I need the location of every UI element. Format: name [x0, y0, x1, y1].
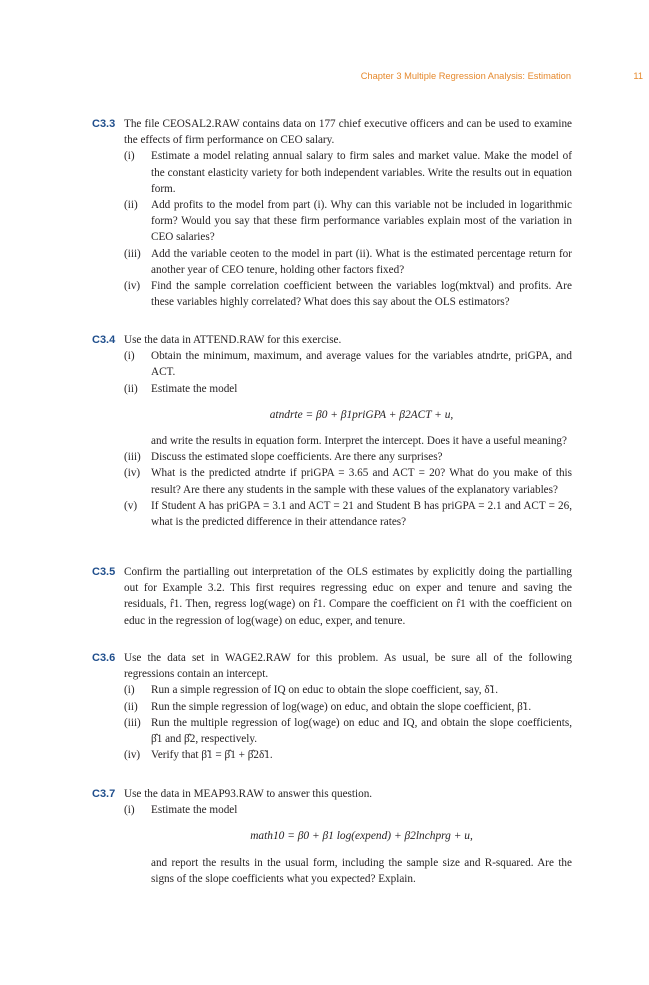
- problem-intro: Use the data in MEAP93.RAW to answer this question.: [124, 788, 373, 800]
- problem-item: [124, 802, 572, 818]
- problem-item: [124, 148, 572, 197]
- equation-followup: and write the results in equation form. Interpret the intercept. Does it have a useful meaning?: [151, 435, 567, 448]
- problem-item: [124, 699, 572, 715]
- item-number: (ii): [124, 700, 138, 713]
- problem-label: C3.4: [92, 334, 116, 346]
- problem-c3-7: [92, 786, 572, 887]
- item-text: Estimate the model: [151, 382, 238, 395]
- problem-label: C3.5: [92, 566, 116, 578]
- page-number: 11: [633, 71, 643, 81]
- item-text: Estimate a model relating annual salary to firm sales and market value. Make the model of the constant elasticity variety for both independent variables. Write the results out in equation form.: [151, 150, 572, 195]
- problem-item: [124, 747, 572, 763]
- item-number: (i): [124, 804, 135, 817]
- item-number: (i): [124, 150, 135, 163]
- item-number: (iii): [124, 451, 141, 464]
- item-text: Discuss the estimated slope coefficients. Are there any surprises?: [151, 451, 443, 464]
- problem-label: C3.3: [92, 118, 116, 130]
- item-text: Add the variable ceoten to the model in part (ii). What is the estimated percentage return for another year of CEO tenure, holding other factors fixed?: [151, 247, 572, 276]
- item-text: Run the multiple regression of log(wage) on educ and IQ, and obtain the slope coefficients, β̂1 and β̂2, respectively.: [151, 716, 572, 746]
- item-number: (v): [124, 499, 138, 512]
- item-number: (ii): [124, 382, 138, 395]
- item-text: If Student A has priGPA = 3.1 and ACT = 21 and Student B has priGPA = 2.1 and ACT = 26, what is the predicted difference in their attendance rates?: [151, 499, 572, 529]
- equation: math10 = β0 + β1 log(expend) + β2lnchprg + u,: [250, 830, 473, 843]
- item-text: Estimate the model: [151, 804, 238, 817]
- item-number: (iii): [124, 716, 141, 729]
- problem-c3-6: [92, 650, 572, 763]
- item-text: Find the sample correlation coefficient between the variables log(mktval) and profits. Are these variables highly correlated? What does this say about the OLS estimators?: [151, 280, 572, 309]
- item-number: (iv): [124, 467, 141, 480]
- problem-intro: Use the data in ATTEND.RAW for this exercise.: [124, 334, 342, 346]
- problem-item: [124, 498, 572, 530]
- equation: atndrte = β0 + β1priGPA + β2ACT + u,: [269, 408, 454, 421]
- problem-item: [124, 348, 572, 380]
- item-text: Run the simple regression of log(wage) on educ, and obtain the slope coefficient, β̃1.: [151, 700, 532, 713]
- problem-label: C3.6: [92, 652, 116, 664]
- item-text: What is the predicted atndrte if priGPA = 3.65 and ACT = 20? What do you make of this result? Are there any students in the sample with these values of the explanatory variables?: [151, 467, 572, 496]
- problem-intro: The file CEOSAL2.RAW contains data on 177 chief executive officers and can be used to examine the effects of firm performance on CEO salary.: [124, 118, 572, 147]
- problem-c3-5: [92, 564, 572, 629]
- problem-item: [124, 197, 572, 246]
- item-number: (iv): [124, 280, 141, 293]
- problem-c3-3: [92, 116, 572, 310]
- problem-c3-4: [92, 332, 572, 530]
- item-text: Add profits to the model from part (i). Why can this variable not be included in logarithmic form? Would you say that these firm performance variables explain most of the variation in CEO salaries?: [151, 199, 572, 244]
- running-title: Chapter 3 Multiple Regression Analysis: Estimation: [360, 71, 571, 81]
- item-number: (i): [124, 350, 135, 363]
- problem-label: C3.7: [92, 788, 116, 800]
- problem-intro: Use the data set in WAGE2.RAW for this problem. As usual, be sure all of the following regressions contain an intercept.: [124, 652, 572, 681]
- problem-item: [124, 715, 572, 747]
- problem-item: [124, 449, 572, 465]
- equation-followup: and report the results in the usual form, including the sample size and R-squared. Are the signs of the slope coefficients what you expected? Explain.: [151, 856, 572, 885]
- item-text: Run a simple regression of IQ on educ to obtain the slope coefficient, say, δ̃1.: [151, 684, 499, 697]
- problem-item: [124, 381, 572, 397]
- problem-item: [124, 246, 572, 278]
- problem-intro: Confirm the partialling out interpretation of the OLS estimates by explicitly doing the partialling out for Example 3.2. This first requires regressing educ on exper and tenure and saving the residuals, r̂1. Then, regress log(wage) on r̂1. Compare the coefficient on r̂1 with the coefficient on educ in the regression of log(wage) on educ, exper, and tenure.: [124, 566, 572, 627]
- problem-item: [124, 682, 572, 698]
- item-number: (ii): [124, 199, 138, 212]
- running-header: [0, 71, 649, 85]
- problem-item: [124, 278, 572, 310]
- item-number: (iii): [124, 247, 141, 260]
- item-text: Verify that β̃1 = β̂1 + β̂2δ̃1.: [151, 749, 273, 762]
- problem-item: [124, 465, 572, 497]
- item-number: (iv): [124, 749, 141, 762]
- item-number: (i): [124, 684, 135, 697]
- item-text: Obtain the minimum, maximum, and average values for the variables atndrte, priGPA, and ACT.: [151, 350, 572, 379]
